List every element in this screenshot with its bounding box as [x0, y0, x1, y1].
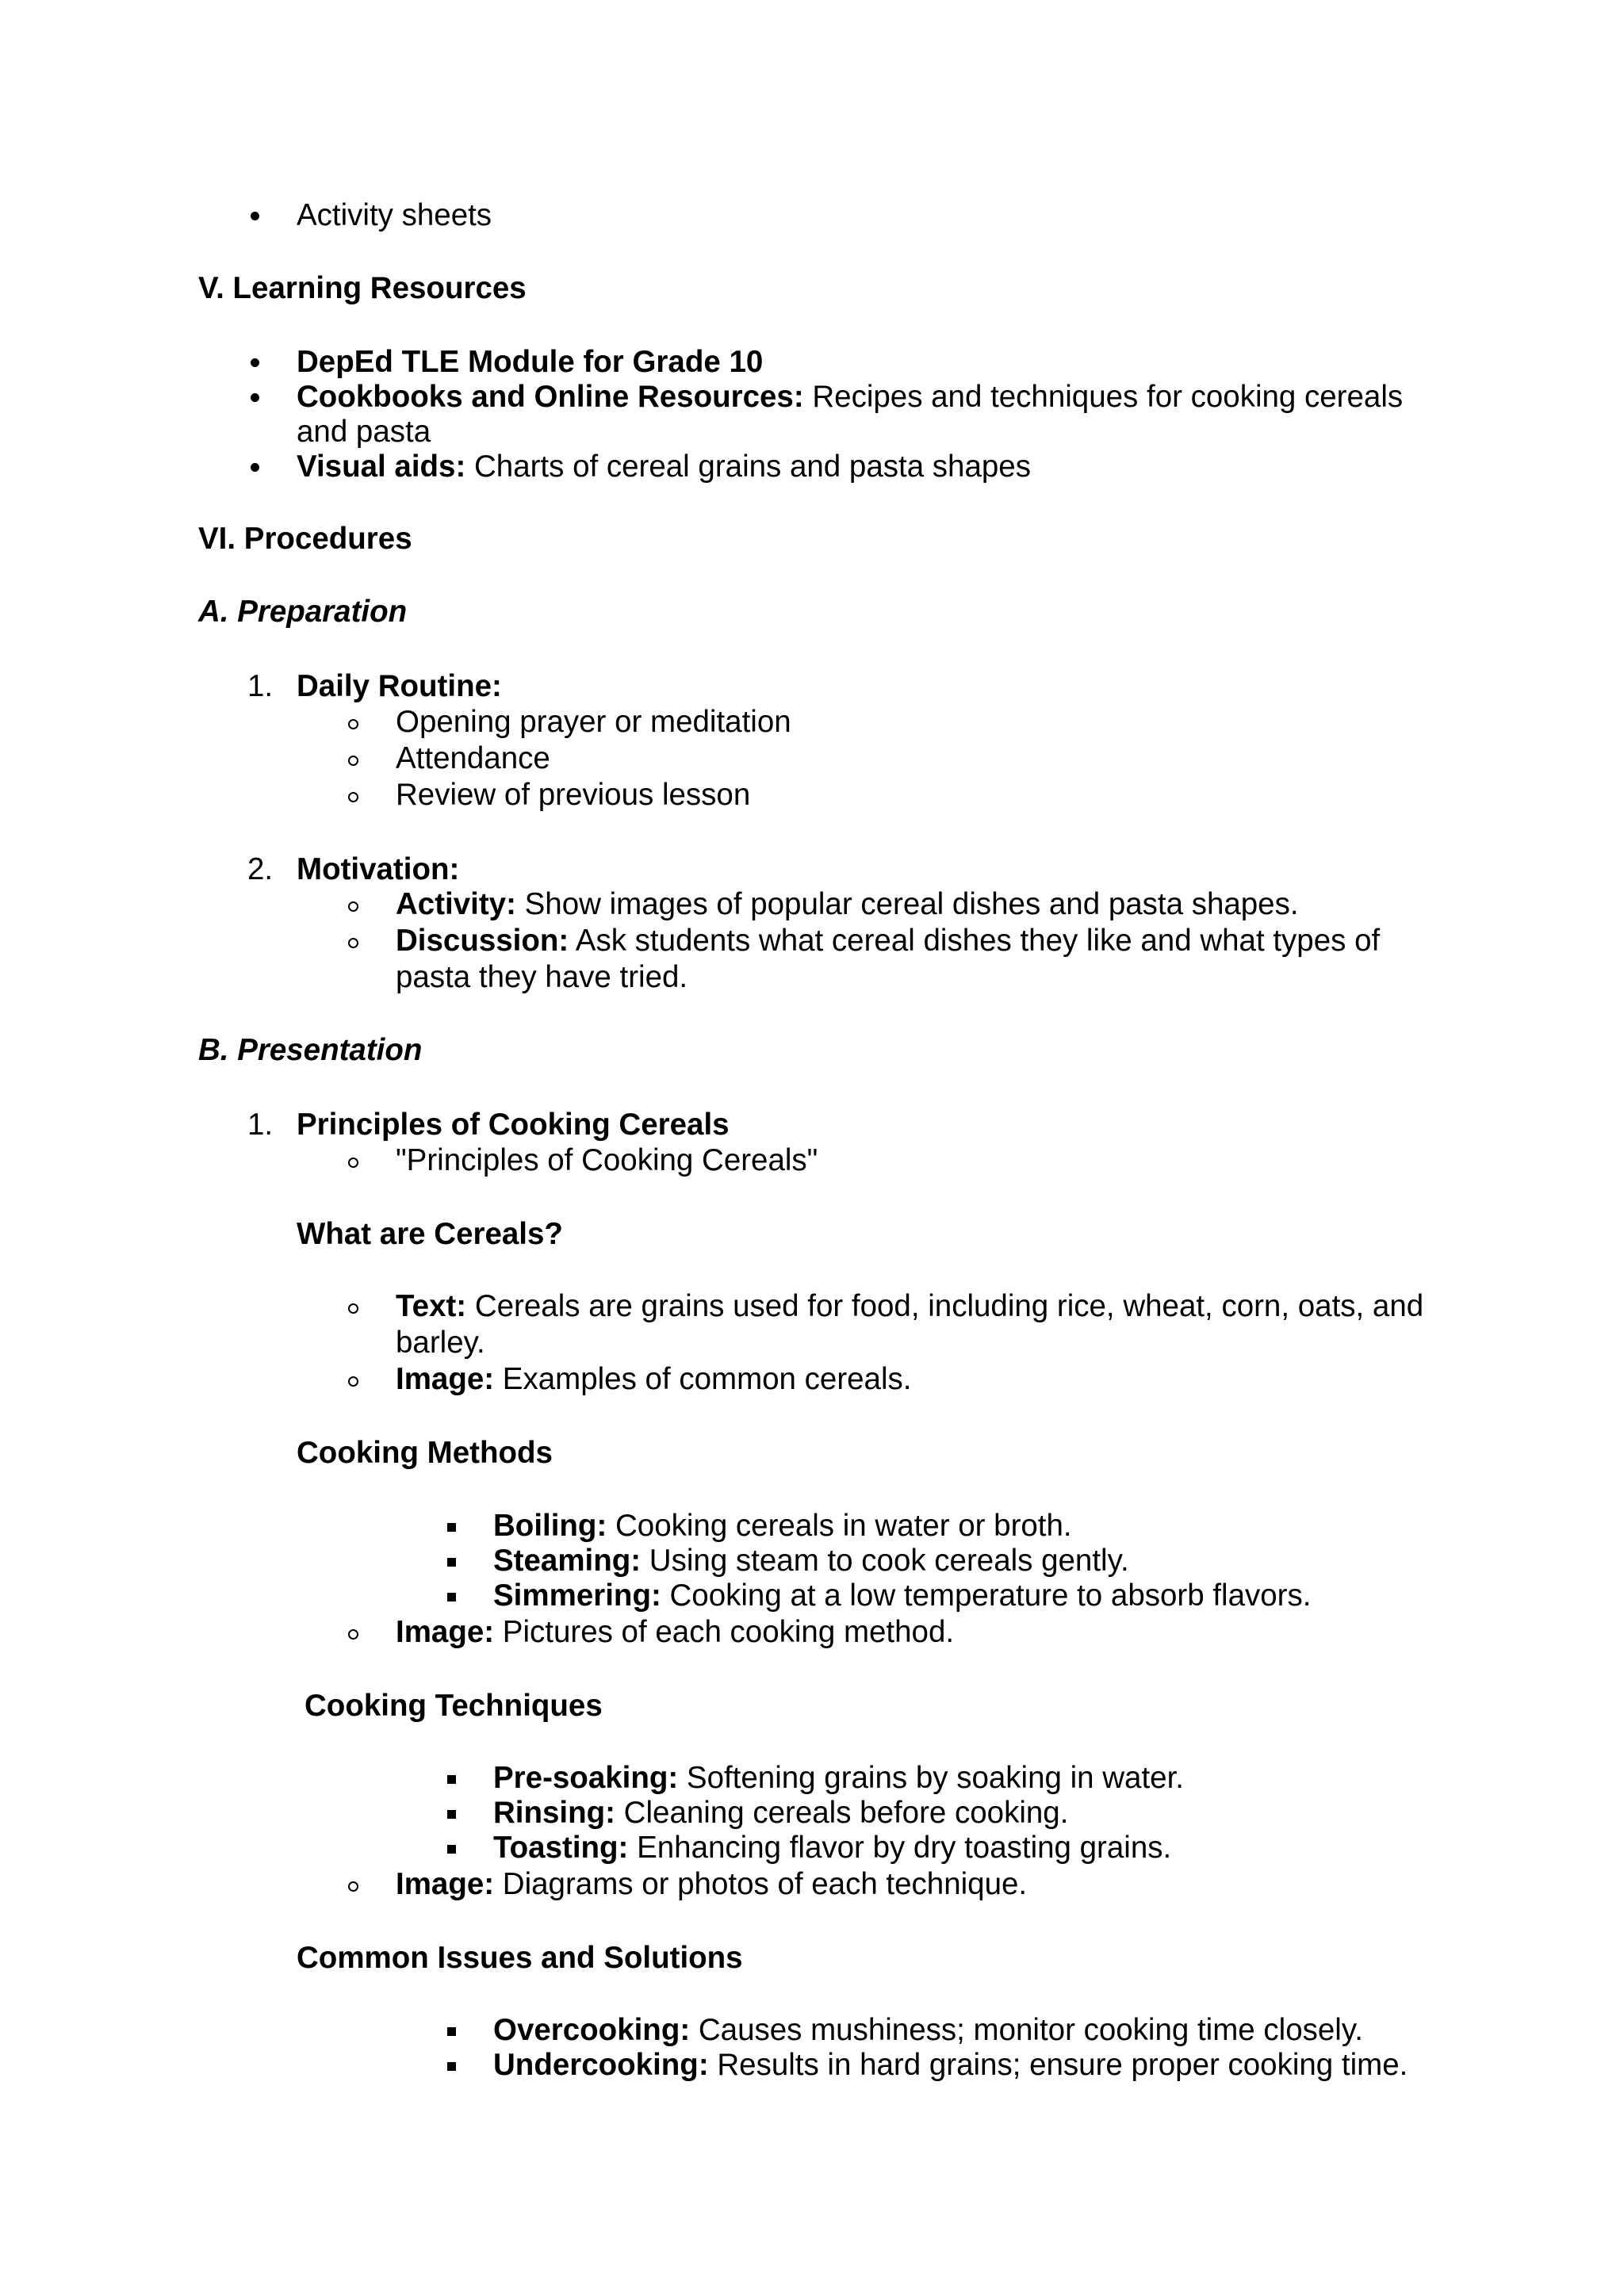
- sub-item-continuation: pasta they have tried.: [396, 960, 688, 994]
- list-number: 1.: [247, 1108, 274, 1142]
- circle-bullet: [348, 719, 358, 729]
- sub-item-continuation: barley.: [396, 1326, 485, 1360]
- circle-bullet: [348, 938, 358, 948]
- circle-bullet: [348, 1376, 358, 1387]
- sub-item: Image: Pictures of each cooking method.: [396, 1615, 955, 1649]
- resource-item-continuation: and pasta: [297, 415, 431, 449]
- square-bullet: [447, 2027, 456, 2036]
- resource-item: Cookbooks and Online Resources: Recipes and techniques for cooking cereals: [297, 380, 1404, 414]
- step-title: Motivation:: [297, 852, 460, 886]
- circle-bullet: [348, 1881, 358, 1892]
- sub-item: Attendance: [396, 741, 550, 775]
- sub-item: "Principles of Cooking Cereals": [396, 1143, 818, 1177]
- subsection-heading: A. Preparation: [198, 595, 408, 629]
- circle-bullet: [348, 756, 358, 766]
- circle-bullet: [348, 1303, 358, 1314]
- list-number: 2.: [247, 852, 274, 886]
- method-item: Simmering: Cooking at a low temperature to absorb flavors.: [493, 1578, 1312, 1613]
- sub-item: Activity: Show images of popular cereal dishes and pasta shapes.: [396, 887, 1299, 921]
- subsection-heading: B. Presentation: [198, 1033, 423, 1067]
- topic-heading: Common Issues and Solutions: [297, 1941, 743, 1975]
- technique-item: Rinsing: Cleaning cereals before cooking.: [493, 1796, 1069, 1830]
- circle-bullet: [348, 1629, 358, 1640]
- list-number: 1.: [247, 669, 274, 703]
- resource-item: DepEd TLE Module for Grade 10: [297, 345, 764, 379]
- sub-item: Review of previous lesson: [396, 778, 751, 812]
- bullet-dot: [251, 463, 259, 472]
- circle-bullet: [348, 1158, 358, 1168]
- circle-bullet: [348, 792, 358, 802]
- circle-bullet: [348, 901, 358, 912]
- bullet-dot: [251, 212, 259, 220]
- topic-heading: Cooking Techniques: [304, 1689, 603, 1723]
- square-bullet: [447, 1845, 456, 1854]
- issue-item: Overcooking: Causes mushiness; monitor cooking time closely.: [493, 2013, 1363, 2047]
- square-bullet: [447, 1775, 456, 1784]
- technique-item: Pre-soaking: Softening grains by soaking in water.: [493, 1761, 1184, 1795]
- square-bullet: [447, 1523, 456, 1532]
- sub-item: Image: Diagrams or photos of each technique.: [396, 1867, 1028, 1901]
- resource-item: Visual aids: Charts of cereal grains and pasta shapes: [297, 450, 1031, 484]
- sub-item: Discussion: Ask students what cereal dishes they like and what types of: [396, 924, 1381, 958]
- topic-heading: Cooking Methods: [297, 1436, 553, 1470]
- technique-item: Toasting: Enhancing flavor by dry toasting grains.: [493, 1831, 1172, 1865]
- square-bullet: [447, 1593, 456, 1601]
- bullet-dot: [251, 358, 259, 367]
- step-title: Principles of Cooking Cereals: [297, 1108, 730, 1142]
- issue-item: Undercooking: Results in hard grains; ensure proper cooking time.: [493, 2048, 1408, 2082]
- method-item: Boiling: Cooking cereals in water or broth.: [493, 1509, 1072, 1543]
- topic-heading: What are Cereals?: [297, 1217, 563, 1251]
- step-title: Daily Routine:: [297, 669, 502, 703]
- section-heading: V. Learning Resources: [198, 271, 527, 305]
- bullet-text: Activity sheets: [297, 198, 492, 232]
- sub-item: Image: Examples of common cereals.: [396, 1362, 912, 1396]
- sub-item: Text: Cereals are grains used for food, including rice, wheat, corn, oats, and: [396, 1289, 1424, 1323]
- sub-item: Opening prayer or meditation: [396, 705, 791, 739]
- section-heading: VI. Procedures: [198, 522, 412, 556]
- bullet-dot: [251, 393, 259, 402]
- method-item: Steaming: Using steam to cook cereals gently.: [493, 1544, 1129, 1578]
- square-bullet: [447, 1810, 456, 1819]
- square-bullet: [447, 2062, 456, 2071]
- square-bullet: [447, 1558, 456, 1567]
